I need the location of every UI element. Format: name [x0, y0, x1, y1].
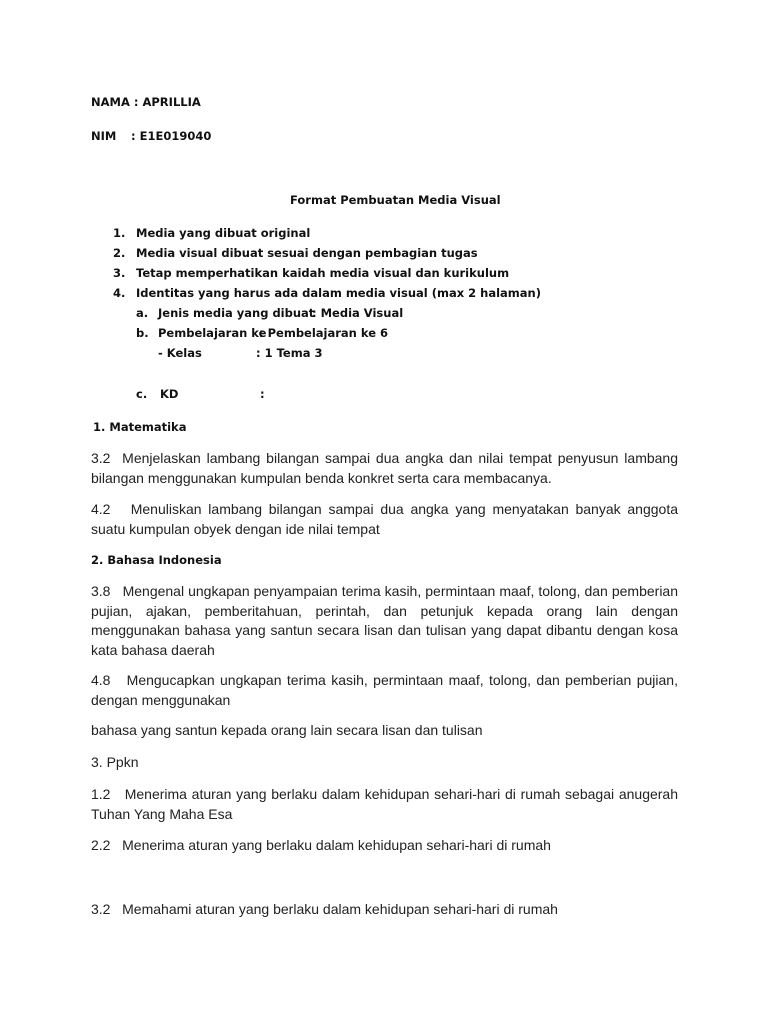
nim-label: NIM	[91, 129, 117, 143]
kd-text: Menjelaskan lambang bilangan sampai dua angka dan nilai tempat penyusun lambang bilangan menggunakan kumpulan benda konkret serta cara membacanya.	[91, 450, 678, 486]
student-name: NAMA : APRILLIA	[91, 95, 201, 109]
list-item: Identitas yang harus ada dalam media visual (max 2 halaman)	[136, 286, 541, 300]
sublist-value: : 1 Tema 3	[256, 346, 323, 360]
kd-code: 3.2	[91, 450, 111, 466]
kd-paragraph	[91, 582, 678, 660]
kd-code: 4.8	[91, 672, 111, 688]
kd-paragraph	[91, 449, 678, 488]
list-item-number: 4.	[113, 286, 126, 300]
sublist-label: Jenis media yang dibuat	[158, 306, 315, 320]
sublist-value: : Media Visual	[312, 306, 404, 320]
list-item: Tetap memperhatikan kaidah media visual dan kurikulum	[136, 266, 510, 280]
kd-text: Memahami aturan yang berlaku dalam kehidupan sehari-hari di rumah	[122, 901, 558, 917]
kd-text: Mengucapkan ungkapan terima kasih, permintaan maaf, tolong, dan pemberian pujian, dengan menggunakan	[91, 672, 678, 708]
section-heading-bahasa: 2. Bahasa Indonesia	[91, 553, 222, 567]
kd-code: 1.2	[91, 786, 111, 802]
list-item-number: 1.	[113, 226, 126, 240]
kd-code: 3.8	[91, 583, 111, 599]
section-heading-ppkn: 3. Ppkn	[91, 754, 139, 770]
list-item: Media visual dibuat sesuai dengan pembagian tugas	[136, 246, 478, 260]
kd-paragraph	[91, 785, 678, 824]
sublist-letter: a.	[136, 306, 149, 320]
kd-text: Menerima aturan yang berlaku dalam kehidupan sehari-hari di rumah sebagai anugerah Tuhan Yang Maha Esa	[91, 786, 679, 822]
list-item-number: 3.	[113, 266, 126, 280]
kd-paragraph	[91, 900, 678, 920]
kd-continuation: bahasa yang santun kepada orang lain secara lisan dan tulisan	[91, 722, 483, 738]
kd-text: Menuliskan lambang bilangan sampai dua angka yang menyatakan banyak anggota suatu kumpulan obyek dengan ide nilai tempat	[91, 501, 678, 537]
sublist-letter: b.	[136, 326, 149, 340]
section-heading-matematika: 1. Matematika	[93, 420, 187, 434]
sublist-label: - Kelas	[158, 346, 202, 360]
sublist-value: :	[260, 387, 265, 401]
nim-value: : E1E019040	[131, 129, 212, 143]
sublist-label: Pembelajaran ke	[158, 326, 267, 340]
kd-code: 2.2	[91, 837, 111, 853]
kd-paragraph	[91, 671, 678, 710]
kd-code: 4.2	[91, 501, 111, 517]
sublist-letter: c.	[136, 387, 148, 401]
kd-code: 3.2	[91, 901, 111, 917]
list-item: Media yang dibuat original	[136, 226, 311, 240]
sublist-value: : Pembelajaran ke 6	[259, 326, 389, 340]
kd-text: Menerima aturan yang berlaku dalam kehidupan sehari-hari di rumah	[122, 837, 551, 853]
document-title: Format Pembuatan Media Visual	[290, 193, 501, 207]
sublist-label: KD	[160, 387, 179, 401]
kd-paragraph	[91, 500, 678, 539]
kd-text: Mengenal ungkapan penyampaian terima kasih, permintaan maaf, tolong, dan pemberian pujian, ajakan, pemberitahuan, perintah, dan petunjuk kepada orang lain dengan menggunakan bahasa yang santun secara lisan dan tulisan yang dapat dibantu dengan kosa kata bahasa daerah	[91, 583, 678, 658]
list-item-number: 2.	[113, 246, 126, 260]
kd-paragraph	[91, 836, 678, 856]
